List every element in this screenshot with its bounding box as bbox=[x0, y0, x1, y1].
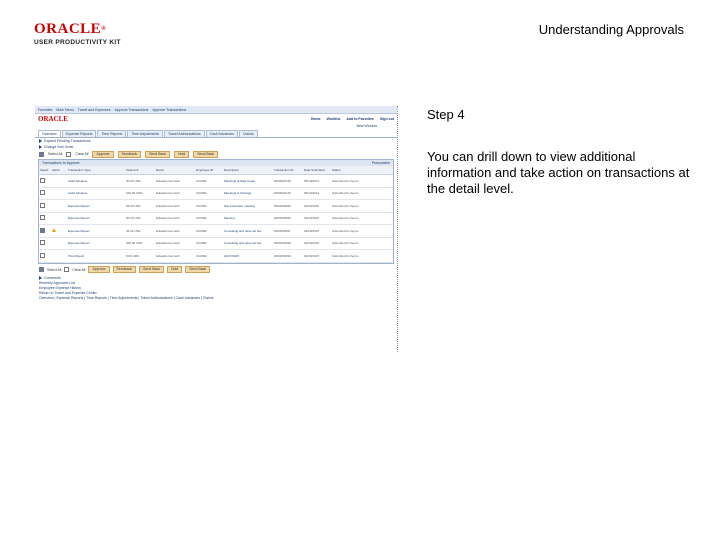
transaction-type-link[interactable]: Expense Report bbox=[67, 212, 125, 225]
related-links bbox=[35, 281, 397, 301]
column-header[interactable]: Total Amt bbox=[125, 166, 155, 175]
total-amount: 56.00 USD bbox=[125, 200, 155, 213]
sendback-button[interactable]: Sendback bbox=[118, 151, 142, 158]
alert-cell bbox=[51, 200, 67, 213]
employee-name: Edwards,Kenneth bbox=[155, 175, 195, 188]
table-row[interactable] bbox=[39, 187, 393, 200]
date-submitted: 04/29/2015 bbox=[303, 250, 331, 263]
tab-time-reports[interactable]: Time Reports bbox=[97, 130, 126, 137]
step-description: You can drill down to view additional information and take action on transactions at the detail level. bbox=[427, 149, 690, 196]
employee-id: KU0092 bbox=[195, 250, 223, 263]
select-cell bbox=[39, 175, 51, 188]
column-header[interactable]: Transaction ID bbox=[273, 166, 303, 175]
employee-name: Edwards,Kenneth bbox=[155, 237, 195, 250]
transaction-type-link[interactable]: Expense Report bbox=[67, 225, 125, 238]
row-select-checkbox[interactable] bbox=[40, 190, 45, 195]
clear-all-checkbox[interactable] bbox=[66, 152, 71, 157]
alert-cell bbox=[51, 175, 67, 188]
send-back-button-bottom-2[interactable]: Send Back bbox=[185, 266, 210, 273]
approve-button[interactable]: Approve bbox=[92, 151, 113, 158]
row-select-checkbox[interactable] bbox=[40, 203, 45, 208]
status: Submitted for Appro bbox=[331, 250, 393, 263]
top-action-bar bbox=[35, 150, 397, 158]
clear-all-label: Clear All bbox=[75, 152, 89, 156]
date-submitted: 05/19/2014 bbox=[303, 175, 331, 188]
top-links bbox=[311, 117, 394, 121]
tab-bar bbox=[35, 130, 397, 138]
tab-overview[interactable]: Overview bbox=[38, 130, 61, 137]
transaction-type-link[interactable]: Time Report bbox=[67, 250, 125, 263]
sendback-button-bottom[interactable]: Sendback bbox=[113, 266, 137, 273]
column-header[interactable]: Select bbox=[39, 166, 51, 175]
send-back-button-2[interactable]: Send Back bbox=[193, 151, 218, 158]
breadcrumb-item[interactable]: Favorites bbox=[38, 107, 53, 112]
clear-all-label: Clear All bbox=[72, 267, 86, 272]
row-select-checkbox[interactable] bbox=[40, 178, 45, 183]
date-submitted: 04/29/2015 bbox=[303, 200, 331, 213]
transaction-type-link[interactable]: Expense Report bbox=[67, 237, 125, 250]
app-screenshot bbox=[35, 106, 398, 352]
column-header[interactable]: Name bbox=[155, 166, 195, 175]
status: Submitted for Appro bbox=[331, 212, 393, 225]
step-label: Step 4 bbox=[427, 107, 465, 122]
employee-id: KU0092 bbox=[195, 225, 223, 238]
transaction-id: 0000000149 bbox=[273, 187, 303, 200]
breadcrumb bbox=[35, 106, 397, 114]
clear-all-checkbox-bottom[interactable] bbox=[64, 267, 69, 272]
bottom-action-bar bbox=[35, 265, 397, 275]
breadcrumb-item[interactable]: Approve Transactions bbox=[114, 107, 149, 112]
employee-name: Edwards,Kenneth bbox=[155, 212, 195, 225]
app-logo: ORACLE bbox=[38, 115, 68, 123]
tab-travel-authorizations[interactable]: Travel Authorizations bbox=[164, 130, 205, 137]
tab-expense-reports[interactable]: Expense Reports bbox=[62, 130, 97, 137]
total-amount: 100.00 USD bbox=[125, 187, 155, 200]
employee-id: KU0092 bbox=[195, 212, 223, 225]
logo-brand: ORACLE® bbox=[34, 21, 107, 37]
add-favorites-link[interactable]: Add to Favorites bbox=[346, 117, 374, 121]
column-header[interactable]: Transaction Type bbox=[67, 166, 125, 175]
app-header bbox=[35, 114, 397, 124]
alert-cell bbox=[51, 212, 67, 225]
send-back-button-bottom[interactable]: Send Back bbox=[139, 266, 164, 273]
table-row[interactable] bbox=[39, 237, 393, 250]
table-row[interactable] bbox=[39, 175, 393, 188]
status: Submitted for Appro bbox=[331, 200, 393, 213]
personalize-link[interactable]: Personalize bbox=[371, 161, 390, 165]
approve-button-bottom[interactable]: Approve bbox=[88, 266, 109, 273]
hold-button[interactable]: Hold bbox=[174, 151, 189, 158]
breadcrumb-item[interactable]: Travel and Expenses bbox=[77, 107, 111, 112]
total-amount: 350.00 USD bbox=[125, 237, 155, 250]
transaction-id: 0000000099 bbox=[273, 250, 303, 263]
return-to-center-link[interactable]: Return to Travel and Expense Center bbox=[39, 290, 97, 295]
send-back-button[interactable]: Send Back bbox=[145, 151, 170, 158]
transaction-id: 0000000095 bbox=[273, 200, 303, 213]
chevron-right-icon bbox=[39, 145, 42, 149]
footer-links[interactable]: Overview | Expense Reports | Time Reports | Time Adjustments | Travel Authorizations | Cash Advances | Claims bbox=[39, 295, 214, 300]
description-link[interactable]: Meeting bbox=[223, 212, 273, 225]
table-row[interactable] bbox=[39, 225, 393, 238]
status: Submitted for Appro bbox=[331, 175, 393, 188]
breadcrumb-item[interactable]: Approve Transactions bbox=[152, 107, 187, 112]
select-cell bbox=[39, 237, 51, 250]
column-header[interactable]: Employee ID bbox=[195, 166, 223, 175]
employee-id: KU0092 bbox=[195, 200, 223, 213]
breadcrumb-item[interactable]: Main Menu bbox=[56, 107, 74, 112]
row-select-checkbox[interactable] bbox=[40, 240, 45, 245]
employee-expense-history-link[interactable]: Employee Expense History bbox=[39, 285, 82, 290]
description-link[interactable]: Meetings at East Coast bbox=[223, 175, 273, 188]
grid-title: Transactions to Approve bbox=[42, 161, 80, 165]
transaction-id: 0000000098 bbox=[273, 237, 303, 250]
transactions-table bbox=[39, 166, 393, 263]
table-row[interactable] bbox=[39, 250, 393, 263]
select-cell bbox=[39, 200, 51, 213]
select-cell bbox=[39, 212, 51, 225]
alert-cell bbox=[51, 225, 67, 238]
select-all-checkbox-bottom[interactable] bbox=[39, 267, 44, 272]
oracle-upk-logo bbox=[34, 22, 124, 46]
select-all-label: Select All bbox=[47, 267, 62, 272]
date-submitted: 05/19/2014 bbox=[303, 187, 331, 200]
employee-name: Edwards,Kenneth bbox=[155, 250, 195, 263]
transaction-type-link[interactable]: Expense Report bbox=[67, 200, 125, 213]
date-submitted: 04/29/2015 bbox=[303, 212, 331, 225]
status: Submitted for Appro bbox=[331, 225, 393, 238]
column-header[interactable]: Description bbox=[223, 166, 273, 175]
employee-id: KU0092 bbox=[195, 237, 223, 250]
total-amount: 46.00 USD bbox=[125, 225, 155, 238]
page-title: Understanding Approvals bbox=[538, 22, 684, 37]
logo-product: USER PRODUCTIVITY KIT bbox=[34, 39, 121, 46]
row-select-checkbox[interactable] bbox=[40, 228, 45, 233]
column-header[interactable]: Status bbox=[331, 166, 393, 175]
select-all-checkbox[interactable] bbox=[39, 152, 44, 157]
select-cell bbox=[39, 225, 51, 238]
status: Submitted for Appro bbox=[331, 237, 393, 250]
select-cell bbox=[39, 187, 51, 200]
transactions-grid bbox=[38, 159, 394, 264]
description-link[interactable]: San Francisco meeting bbox=[223, 200, 273, 213]
worklist-link[interactable]: Worklist bbox=[326, 117, 341, 121]
new-window-link[interactable]: New Window bbox=[356, 124, 377, 128]
transaction-type-link[interactable]: Cash Advance bbox=[67, 175, 125, 188]
total-amount: 8.00 HRS bbox=[125, 250, 155, 263]
row-select-checkbox[interactable] bbox=[40, 253, 45, 258]
tab-cash-advances[interactable]: Cash Advances bbox=[206, 130, 238, 137]
date-submitted: 04/29/2015 bbox=[303, 225, 331, 238]
transaction-id: 0000000096 bbox=[273, 212, 303, 225]
tab-time-adjustments[interactable]: Time Adjustments bbox=[127, 130, 163, 137]
section-label: Expand Pending Transactions bbox=[44, 139, 91, 143]
hold-button-bottom[interactable]: Hold bbox=[167, 266, 182, 273]
home-link[interactable]: Home bbox=[310, 117, 321, 121]
table-header-row bbox=[39, 166, 393, 175]
total-amount: 50.00 USD bbox=[125, 175, 155, 188]
chevron-right-icon bbox=[39, 139, 42, 143]
employee-name: Edwards,Kenneth bbox=[155, 187, 195, 200]
table-row[interactable] bbox=[39, 212, 393, 225]
sign-out-link[interactable]: Sign out bbox=[380, 117, 394, 121]
description-link[interactable]: Consulting and other ad hoc bbox=[223, 237, 273, 250]
employee-id: KU0092 bbox=[195, 175, 223, 188]
employee-id: KU0092 bbox=[195, 187, 223, 200]
total-amount: 50.00 USD bbox=[125, 212, 155, 225]
column-header[interactable]: Alerts bbox=[51, 166, 67, 175]
table-row[interactable] bbox=[39, 200, 393, 213]
recently-approved-link[interactable]: Recently Approved List bbox=[39, 280, 75, 285]
description-link[interactable]: Meetings in Chicago bbox=[223, 187, 273, 200]
alert-cell bbox=[51, 250, 67, 263]
date-submitted: 04/29/2015 bbox=[303, 237, 331, 250]
employee-name: Edwards,Kenneth bbox=[155, 225, 195, 238]
section-label: Change Sort Order bbox=[44, 145, 74, 149]
alert-cell bbox=[51, 237, 67, 250]
column-header[interactable]: Date Submitted bbox=[303, 166, 331, 175]
alert-cell bbox=[51, 187, 67, 200]
row-select-checkbox[interactable] bbox=[40, 215, 45, 220]
transaction-id: 0000000148 bbox=[273, 175, 303, 188]
employee-name: Edwards,Kenneth bbox=[155, 200, 195, 213]
select-all-label: Select All bbox=[48, 152, 63, 156]
comments-label: Comments bbox=[44, 275, 61, 280]
description-link[interactable]: Consulting and other ad hoc bbox=[223, 225, 273, 238]
chevron-right-icon bbox=[39, 276, 42, 280]
select-cell bbox=[39, 250, 51, 263]
transaction-id: 0000000097 bbox=[273, 225, 303, 238]
status: Submitted for Appro bbox=[331, 187, 393, 200]
warning-icon[interactable] bbox=[52, 228, 56, 232]
transaction-type-link[interactable]: Cash Advance bbox=[67, 187, 125, 200]
tab-claims[interactable]: Claims bbox=[239, 130, 258, 137]
description-link[interactable]: 04/27/2015 bbox=[223, 250, 273, 263]
